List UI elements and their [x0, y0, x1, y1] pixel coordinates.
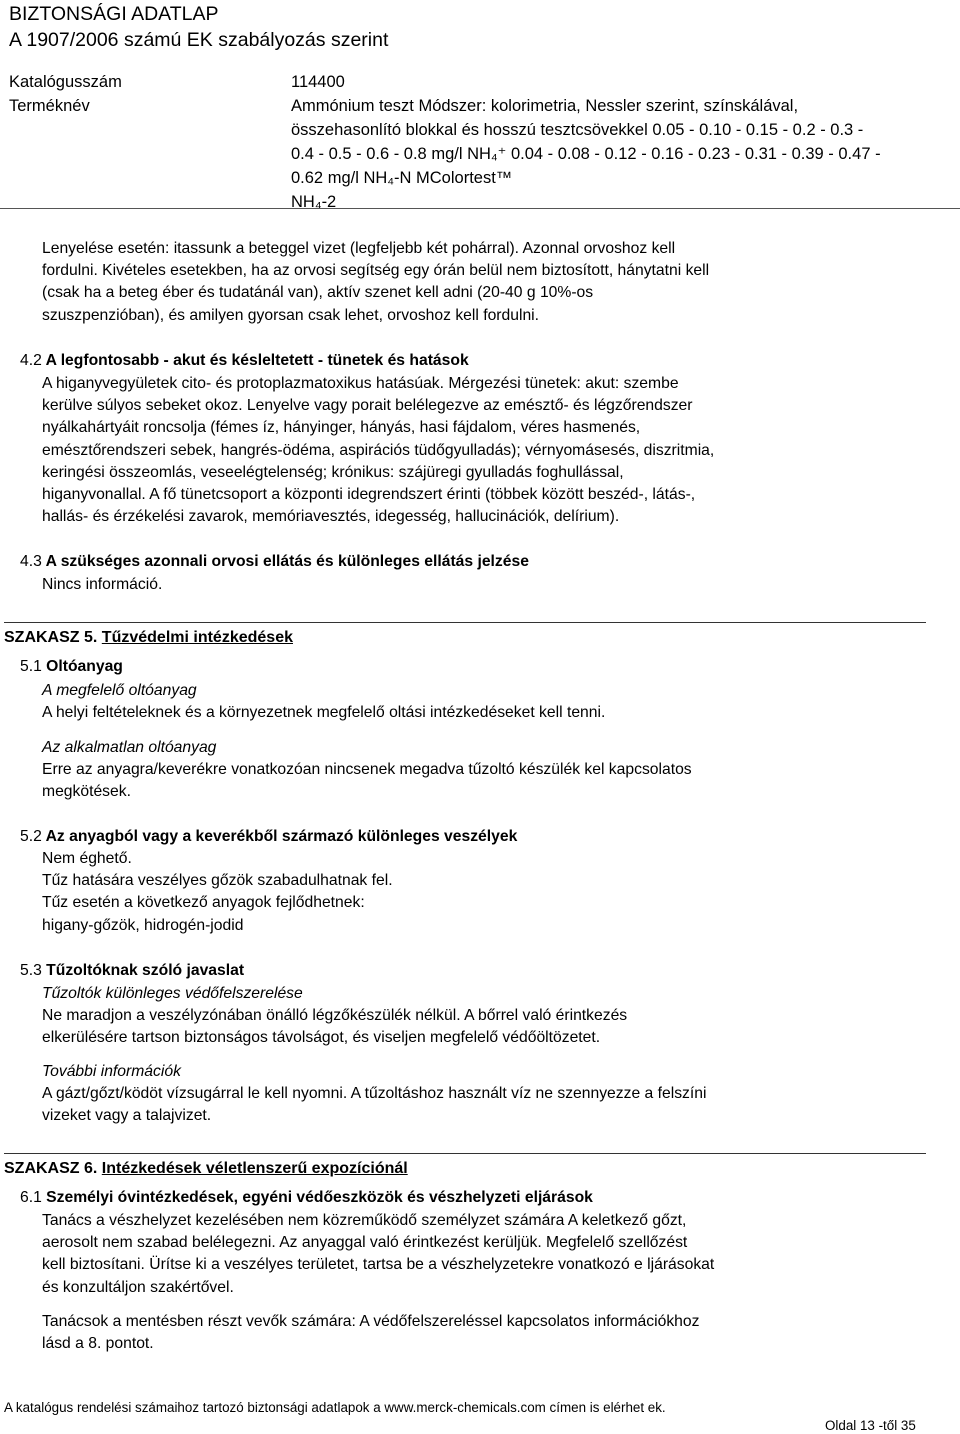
- section-number: 5.2: [20, 828, 42, 845]
- text-line: A higanyvegyületek cito- és protoplazmatoxikus hatásúak. Mérgezési tünetek: akut: szembe: [42, 375, 679, 392]
- section-title: Oltóanyag: [46, 658, 123, 675]
- section-4-2-heading: [20, 350, 469, 372]
- text-line: Lenyelése esetén: itassunk a beteggel vizet (legfeljebb két pohárral). Azonnal orvoshoz kell: [42, 240, 676, 257]
- section-5-divider: [4, 622, 926, 623]
- catalog-label: Katalógusszám: [9, 73, 122, 91]
- section-5-3-heading: [20, 960, 244, 982]
- text-line: Nincs információ.: [42, 576, 163, 593]
- text-line: Tanács a vészhelyzet kezelésében nem közreműködő személyzet számára A keletkező gőzt,: [42, 1212, 687, 1229]
- ingestion-paragraph: [42, 238, 842, 327]
- special-hazards-block: [42, 848, 842, 937]
- text-line: elkerülésére tartson biztonságos távolságot, és viseljen megfelelő védőöltözetet.: [42, 1029, 601, 1047]
- product-line: Ammónium teszt Módszer: kolorimetria, Nessler szerint, színskálával,: [291, 97, 799, 115]
- symptoms-paragraph: [42, 373, 842, 528]
- catalog-value: 114400: [291, 73, 345, 91]
- section-number: 5.1: [20, 658, 42, 675]
- text-line: A helyi feltételeknek és a környezetnek megfelelő oltási intézkedéseket kell tenni.: [42, 704, 606, 722]
- product-line: összehasonlító blokkal és hosszú tesztcsövekkel 0.05 - 0.10 - 0.15 - 0.2 - 0.3 -: [291, 121, 864, 139]
- page-number: Oldal 13 -től 35: [825, 1418, 916, 1433]
- text-line: higany-gőzök, hidrogén-jodid: [42, 916, 244, 934]
- text-line: megkötések.: [42, 783, 131, 801]
- product-name: [291, 94, 951, 214]
- text-line: nyálkahártyáit roncsolja (fémes íz, hányinger, hányás, hasi fájdalom, véres hasmenés,: [42, 419, 641, 437]
- section-5-heading: [4, 627, 293, 649]
- firefighter-equipment-block: [42, 983, 842, 1050]
- emergency-responders-block: [42, 1311, 842, 1355]
- section-number: 5.3: [20, 962, 42, 979]
- text-line: keringési összeomlás, veseelégtelenség; krónikus: szájüregi gyulladás foghullással,: [42, 463, 624, 481]
- product-line: 0.4 - 0.5 - 0.6 - 0.8 mg/l NH₄⁺ 0.04 - 0.08 - 0.12 - 0.16 - 0.23 - 0.31 - 0.39 - 0.47 -: [291, 145, 881, 163]
- text-line: higanyvonallal. A fő tünetcsoport a központi idegrendszert érinti (többek között beszéd-, látás-,: [42, 486, 696, 504]
- text-line: Erre az anyagra/keverékre vonatkozóan nincsenek megadva tűzoltó készülék kel kapcsolatos: [42, 761, 692, 779]
- product-label: Terméknév: [9, 97, 90, 115]
- section-title: Az anyagból vagy a keverékből származó különleges veszélyek: [45, 828, 518, 845]
- section-name: Intézkedések véletlenszerű expozíciónál: [101, 1160, 408, 1177]
- text-line: Tűz esetén a következő anyagok fejlődhetnek:: [42, 894, 365, 912]
- personal-precautions-block: [42, 1210, 842, 1299]
- text-line: Ne maradjon a veszélyzónában önálló légzőkészülék nélkül. A bőrrel való érintkezés: [42, 1007, 628, 1025]
- text-line: Tűz hatására veszélyes gőzök szabadulhatnak fel.: [42, 872, 393, 890]
- section-6-1-heading: [20, 1187, 593, 1209]
- text-line: Nem éghető.: [42, 850, 132, 867]
- section-5-2-heading: [20, 826, 517, 848]
- text-line: hallás- és érzékelési zavarok, memóriavesztés, idegesség, hallucinációk, delírium).: [42, 508, 620, 526]
- section-4-3-heading: [20, 551, 529, 573]
- further-info-block: [42, 1061, 842, 1128]
- text-line: aerosolt nem szabad belélegezni. Az anyaggal való érintkezést kerüljük. Megfelelő szellőzést: [42, 1234, 688, 1252]
- section-6-divider: [4, 1153, 926, 1154]
- text-line: szuszpenzióban), és amilyen gyorsan csak lehet, orvoshoz kell fordulni.: [42, 306, 540, 324]
- document-title: BIZTONSÁGI ADATLAP: [9, 3, 219, 25]
- footer-note: A katalógus rendelési számaihoz tartozó biztonsági adatlapok a www.merck-chemicals.com címen is elérhet ek.: [4, 1400, 666, 1415]
- section-4-3-text: [42, 574, 842, 596]
- section-title: Tűzoltóknak szóló javaslat: [46, 962, 245, 979]
- text-line: emésztőrendszeri sebek, hangrés-ödéma, aspirációs tüdőgyulladás); vérnyomásesés, diszritmia,: [42, 441, 715, 459]
- unsuitable-media-heading: Az alkalmatlan oltóanyag: [42, 739, 217, 756]
- text-line: fordulni. Kivételes esetekben, ha az orvosi segítség egy órán belül nem biztosított, hánytatni kell: [42, 262, 710, 280]
- section-name: Tűzvédelmi intézkedések: [101, 629, 293, 646]
- section-title: A legfontosabb - akut és késleltetett - tünetek és hatások: [45, 352, 469, 369]
- section-5-1-heading: [20, 656, 123, 678]
- unsuitable-media-block: [42, 737, 842, 804]
- suitable-media-heading: A megfelelő oltóanyag: [42, 682, 197, 699]
- text-line: lásd a 8. pontot.: [42, 1335, 154, 1353]
- text-line: kerülve súlyos sebeket okoz. Lenyelve vagy porait belélegezve az emésztő- és légzőrendszer: [42, 397, 693, 415]
- text-line: vizeket vagy a talajvizet.: [42, 1107, 212, 1125]
- section-label: SZAKASZ 6.: [4, 1160, 98, 1177]
- section-number: 4.3: [20, 553, 42, 570]
- product-line: 0.62 mg/l NH₄-N MColortest™: [291, 169, 513, 187]
- suitable-media-block: [42, 680, 842, 724]
- text-line: (csak ha a beteg éber és tudatánál van), aktív szenet kell adni (20-40 g 10%-os: [42, 284, 594, 302]
- section-title: Személyi óvintézkedések, egyéni védőeszközök és vészhelyzeti eljárások: [46, 1189, 593, 1206]
- product-line: NH₄-2: [291, 193, 337, 211]
- text-line: és konzultáljon szakértővel.: [42, 1278, 234, 1296]
- regulation-subtitle: A 1907/2006 számú EK szabályozás szerint: [9, 29, 389, 51]
- text-line: kell biztosítani. Ürítse ki a veszélyes területet, tartsa be a vészhelyzetekre vonatkozó e ljárásokat: [42, 1256, 715, 1274]
- text-line: A gázt/gőzt/ködöt vízsugárral le kell nyomni. A tűzoltáshoz használt víz ne szennyezze a felszíni: [42, 1085, 707, 1103]
- firefighter-equipment-heading: Tűzoltók különleges védőfelszerelése: [42, 985, 303, 1002]
- section-number: 4.2: [20, 352, 42, 369]
- section-6-heading: [4, 1158, 408, 1180]
- further-info-heading: További információk: [42, 1063, 181, 1080]
- section-number: 6.1: [20, 1189, 42, 1206]
- section-label: SZAKASZ 5.: [4, 629, 98, 646]
- header-divider: [0, 208, 960, 209]
- section-title: A szükséges azonnali orvosi ellátás és különleges ellátás jelzése: [45, 553, 529, 570]
- text-line: Tanácsok a mentésben részt vevők számára: A védőfelszereléssel kapcsolatos információkhoz: [42, 1313, 700, 1330]
